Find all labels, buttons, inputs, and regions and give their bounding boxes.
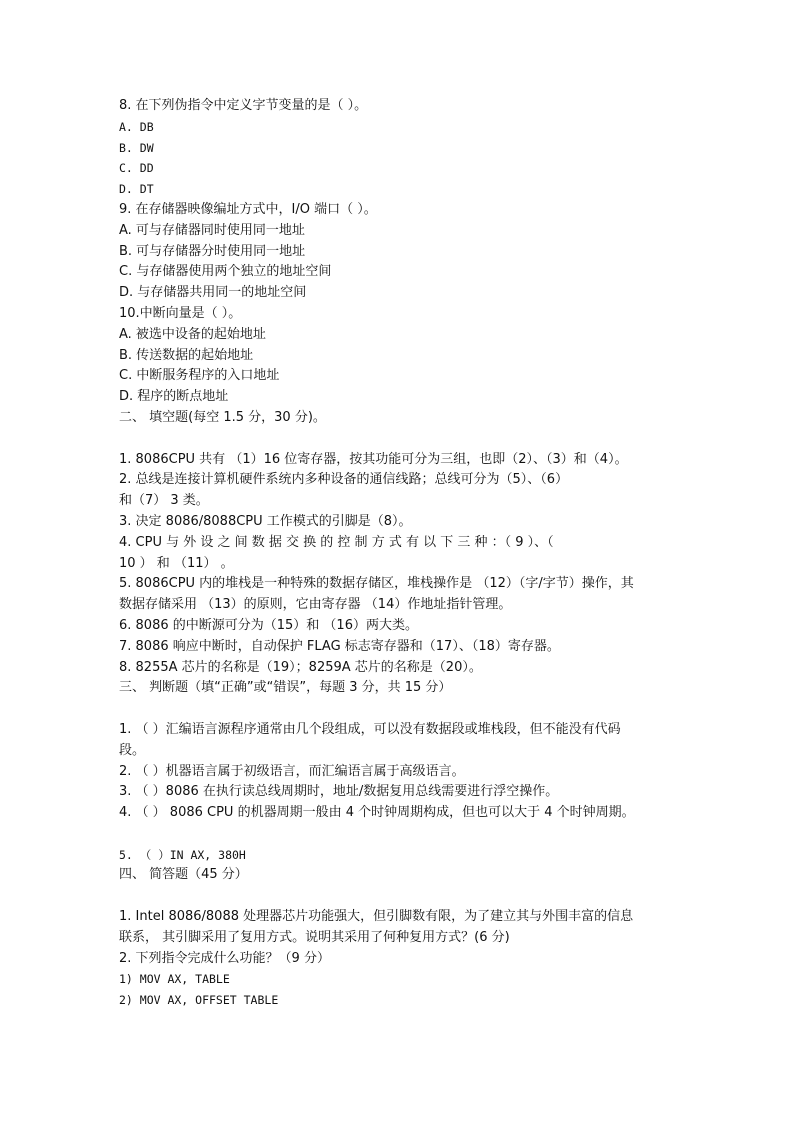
- fill-blank-item: 和（7） 3 类。: [119, 493, 209, 509]
- fill-blank-item: 3. 决定 8086/8088CPU 工作模式的引脚是（8）。: [119, 513, 412, 529]
- spacer: [119, 886, 679, 907]
- judgment-item-5: 5. （ ）IN AX, 380H: [119, 847, 246, 862]
- fill-blank-item: 2. 总线是连接计算机硬件系统内多种设备的通信线路；总线可分为（5）、（6）: [119, 472, 569, 488]
- section-3-heading: 三、 判断题（填“正确”或“错误”，每题 3 分，共 15 分）: [119, 680, 452, 696]
- question-10-option-b: B. 传送数据的起始地址: [119, 347, 254, 363]
- fill-blank-item: 6. 8086 的中断源可分为（15）和 （16）两大类。: [119, 617, 418, 633]
- question-10-stem: 10.中断向量是（ ）。: [119, 305, 242, 321]
- question-9-stem: 9. 在存储器映像编址方式中，I/O 端口（ ）。: [119, 201, 377, 217]
- fill-blank-item: 8. 8255A 芯片的名称是（19）；8259A 芯片的名称是（20）。: [119, 659, 482, 675]
- question-10-option-d: D. 程序的断点地址: [119, 389, 229, 405]
- code-line: 2) MOV AX, OFFSET TABLE: [119, 993, 279, 1008]
- question-9-option-c: C. 与存储器使用两个独立的地址空间: [119, 264, 332, 280]
- section-4-heading: 四、 简答题（45 分）: [119, 867, 248, 883]
- question-9-option-b: B. 可与存储器分时使用同一地址: [119, 243, 306, 259]
- question-8-option-d: D. DT: [119, 182, 154, 197]
- question-9-option-d: D. 与存储器共用同一的地址空间: [119, 285, 307, 301]
- fill-blank-item: 7. 8086 响应中断时，自动保护 FLAG 标志寄存器和（17）、（18）寄存器。: [119, 638, 560, 654]
- judgment-item: 段。: [119, 742, 146, 758]
- question-8-option-b: B. DW: [119, 140, 154, 155]
- question-10-option-c: C. 中断服务程序的入口地址: [119, 368, 280, 384]
- fill-blank-item: 数据存储采用 （13）的原则，它由寄存器 （14）作地址指针管理。: [119, 597, 512, 613]
- question-8-option-a: A. DB: [119, 119, 154, 134]
- spacer: [119, 699, 679, 720]
- fill-blank-item: 4. CPU 与 外 设 之 间 数 据 交 换 的 控 制 方 式 有 以 下 三 种 ：（ 9 ）、（: [119, 534, 554, 550]
- judgment-item: 3. （ ）8086 在执行读总线周期时，地址/数据复用总线需要进行浮空操作。: [119, 784, 559, 800]
- judgment-item: 1. （ ）汇编语言源程序通常由几个段组成，可以没有数据段或堆栈段，但不能没有代码: [119, 721, 621, 737]
- fill-blank-item: 10 ） 和 （11） 。: [119, 555, 234, 571]
- fill-blank-item: 5. 8086CPU 内的堆栈是一种特殊的数据存储区，堆栈操作是 （12）（字/字节）操作，其: [119, 576, 634, 592]
- judgment-item: 4. （ ） 8086 CPU 的机器周期一般由 4 个时钟周期构成，但也可以大于 4 个时钟周期。: [119, 805, 635, 821]
- code-line: 1) MOV AX, TABLE: [119, 972, 230, 987]
- spacer: [119, 824, 679, 845]
- judgment-item: 2. （ ）机器语言属于初级语言，而汇编语言属于高级语言。: [119, 763, 465, 779]
- spacer: [119, 429, 679, 450]
- question-10-option-a: A. 被选中设备的起始地址: [119, 326, 266, 342]
- fill-blank-item: 1. 8086CPU 共有 （1）16 位寄存器，按其功能可分为三组，也即（2）、（3）和（4）。: [119, 451, 628, 467]
- document-body: [119, 96, 679, 1011]
- section-2-heading: 二、 填空题(每空 1.5 分，30 分)。: [119, 409, 326, 425]
- short-answer-item: 2. 下列指令完成什么功能？（9 分）: [119, 950, 330, 966]
- short-answer-item: 1. Intel 8086/8088 处理器芯片功能强大，但引脚数有限，为了建立其与外围丰富的信息: [119, 909, 634, 925]
- question-8-stem: 8. 在下列伪指令中定义字节变量的是（ ）。: [119, 98, 368, 113]
- question-8-option-c: C. DD: [119, 161, 154, 176]
- short-answer-item: 联系， 其引脚采用了复用方式。说明其采用了何种复用方式？(6 分): [119, 929, 510, 945]
- question-9-option-a: A. 可与存储器同时使用同一地址: [119, 222, 305, 238]
